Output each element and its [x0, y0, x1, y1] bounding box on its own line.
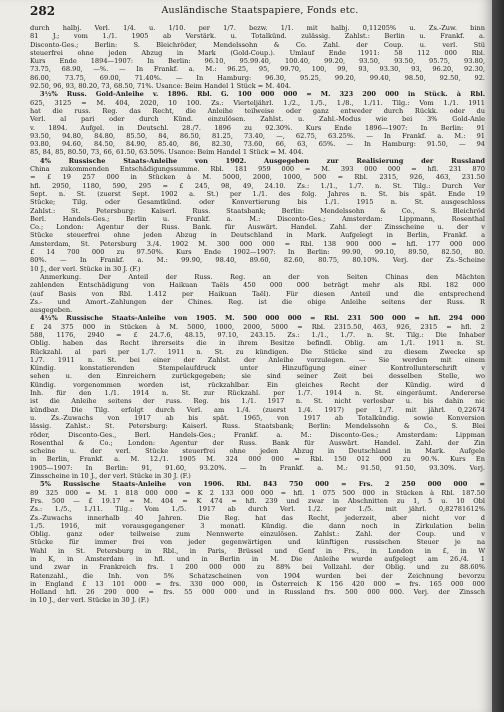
- text-line: Kündig. vorgenommen worden ist, rückzahlbar. Ein gleiches Recht der Kündig. wird d: [30, 380, 485, 389]
- text-line: 4% Russische Staats-Anleihe von 1902. Ausgegeben zur Realisierung der Russland: [40, 156, 485, 165]
- text-line: Sept. n. St. (zuerst Sept. 1902 a. St.) per 1./1. des folg. Jahres n. St. bis spät. Ende 19: [30, 189, 485, 198]
- text-line: kündbar. Die Tilg. erfolgt durch Verl. am 1./4. (zuerst 1./4. 1917) per 1./7. mit jährl. 0,22674: [30, 405, 485, 414]
- text-line: Oblig. ganz oder teilweise zum Nennwerte einzulösen. Zahlst.: Zahl. der Coup. und v: [30, 530, 485, 539]
- text-line: 89 325 000 = M. 1 818 000 000 = K 2 133 000 000 = hfl. 1 075 500 000 in Stücken à Rbl. 187.50: [30, 488, 485, 497]
- text-line: Zs.: 1./5., 1./11. Tilg.: Vom 1./5. 1917 ab durch Verl. 1./2. per 1./5. mit jährl. 0,82781612%: [30, 505, 485, 514]
- text-line: 3½% Russ. Gold-Anleihe v. 1896. Rbl. G. 100 000 000 = M. 323 200 000 in Stück. à Rbl.: [40, 90, 485, 99]
- text-line: u. Zs.-Zuwachs von 1917 ab bis spät. 1965, von 1917 ab Totalkündig. sowie Konversion: [30, 413, 485, 422]
- text-line: Berl. Handels-Ges.; Berlin u. Frankf. a. M.: Disconto-Ges.; Amsterdam: Lippmann, Rosenthal: [30, 214, 485, 223]
- text-line: China zukommenden Entschädigungssumme. Rbl. 181 959 000 = M. 393 000 000 = hfl. 231 870: [30, 165, 485, 174]
- text-line: 73.75, 68.90, —%. — In Frankf. a. M.: 96.25, 95, 99.70, 100, 99, 93, 93.30, 93, 96.20, 92.30,: [30, 65, 485, 74]
- text-line: hat die russ. Reg. das Recht, die Anleihe teilweise oder ganz entweder durch Rückk. oder du: [30, 106, 485, 115]
- text-line: ist die Anleihe seitens der russ. Reg. bis 1./1. 1917 n. St. nicht verlosbar u. bis dahin nic: [30, 397, 485, 406]
- text-line: in England £ 13 101 000 = frs. 330 000 000, in Österreich K 156 420 000 = frs. 165 000 000: [30, 579, 485, 588]
- text-line: sehen u. den Einreichern zurückgegeben; sie sind seiner Zeit bei desselben Stelle, wo: [30, 372, 485, 381]
- text-line: Holland hfl. 26 290 000 = frs. 55 000 000 und in Russland frs. 500 000 000. Verj. der Zinssch: [30, 588, 485, 597]
- text-line: in Berlin, Frankf. a. M. 12./1. 1905 M. 324 000 000 = Rbl. 150 012 000 zu 90.%. Kurs En: [30, 455, 485, 464]
- text-line: 81 J.; vom 1./1. 1905 ab Verstärk. u. Totalkünd. zulässig. Zahlst.: Berlin u. Frankf. a.: [30, 32, 485, 41]
- text-line: Zs.-Zuwachs innerhalb 40 Jahren. Die Reg. hat das Recht, jederzeit, aber nicht vor d: [30, 513, 485, 522]
- text-line: 10 J., der verl. Stücke in 30 J. (F.): [30, 264, 141, 273]
- text-line: Amsterdam, St. Petersburg 3./4. 1902 M. 300 000 000 = Rbl. 138 900 000 = hfl. 177 000 000: [30, 239, 485, 248]
- text-line: 625, 3125 = M. 404, 2020, 10 100. Zs.: Vierteljährl. 1./2., 1./5., 1./8., 1./11. Tilg.: Vom 1./1. 1911: [30, 98, 485, 107]
- text-line: in K, in Amsterdam in hfl. und in Berlin in M. Die Anleihe wurde aufgelegt am 26./4. 1: [30, 555, 485, 563]
- text-line: Verl. al pari oder durch Künd. einzulösen. Zahlst. u. Zahl.-Modus wie bei 3% Gold-Anle: [30, 115, 485, 124]
- text-line: 4½% Russische Staats-Anleihe von 1905. M. 500 000 000 = Rbl. 231 500 000 = hfl. 294 000: [40, 314, 485, 323]
- text-line: Wahl in St. Petersburg in Rbl., in Paris, Brüssel und Genf in Frs., in London in £, in W: [30, 546, 485, 555]
- text-line: 80%. — In Frankf. a. M.: 99.90, 98.40, 89.60, 82.60, 80.75, 80.10%. Verj. der Zs.-Scheine: [30, 256, 485, 265]
- text-line: Stücke für immer frei von jeder gegenwärtigen und künftigen russischen Steuer je na: [30, 538, 485, 547]
- text-line: röder, Disconto-Ges., Berl. Handels-Ges.; Frankf. a. M.: Disconto-Ges.; Amsterdam: Lippman: [30, 430, 485, 439]
- text-line: Kündig. konstatierenden Stempelaufdruck unter Hinzufügung einer Kontrollunterschrift v: [30, 364, 485, 373]
- text-line: = £ 19 257 000 in Stücken à M. 5000, 2000, 1000, 500 = Rbl. 2315, 926, 463, 231.50: [30, 173, 485, 182]
- text-line: 5% Russische Staats-Anleihe von 1906. Rbl. 843 750 000 = Frs. 2 250 000 000 =: [40, 480, 485, 489]
- text-line: 1./7. 1911 n. St. bei einer der Zahlst. der Anleihe vorzulegen. — Sie werden mit einem: [30, 355, 485, 364]
- text-line: 93.50, 94.80, 84.80, 85.50, 84, 86.50, 81.25, 73.40, —, 62.75, 63.25%. — In Frankf. a. M.: 91: [30, 131, 485, 140]
- text-line: Stücke; Tilg. oder Gesamtkünd. oder Konvertierung bis 1./1. 1915 n. St. ausgeschloss: [30, 198, 485, 207]
- page-header: [30, 4, 480, 20]
- text-line: hfl. 2950, 1180, 590, 295 = £ 245, 98, 49, 24.10. Zs.: 1./1., 1./7. n. St. Tilg.: Durch Ver: [30, 181, 485, 190]
- text-line: Rosenthal & Co.; London: Agentur der Russ. Bank für Auswärt. Handel. Zahl. der Zin: [30, 438, 485, 447]
- book-spine: [492, 0, 504, 712]
- text-line: Disconto-Ges.; Berlin: S. Bleichröder, Mendelssohn & Co. Zahl. der Coup. u. verl. Stü: [30, 40, 485, 49]
- text-line: Frs. 500 — £ 19.17 = M. 404 = K 474 = hfl. 239 und zwar in Abschnitten zu 1, 5 u. 10 Obl: [30, 496, 485, 505]
- text-line: Ratenzahl., die Inh. von 5% Schatzscheinen von 1904 wurden bei der Zeichnung bevorzu: [30, 571, 485, 580]
- text-line: und zwar in Frankreich frs. 1 200 000 000 zu 88% bei Vollzahl. der Oblig. und zu 88.60%: [30, 563, 485, 572]
- text-line: Zinsscheine in 10 J., der verl. Stücke in 30 J. (F.): [30, 472, 191, 481]
- text-line: 1./5. 1916, mit vorausgegangener 3 monatl. Kündig. die dann noch in Zirkulation belin: [30, 521, 485, 530]
- text-line: v. 1894. Aufgel. in Deutschl. 28./7. 1896 zu 92.30%. Kurs Ende 1896—1907: In Berlin: 91: [30, 123, 485, 132]
- text-line: 588, 1176, 2940 = £ 24.7.6, 48.15, 97.10, 243.15. Zs.: 1./1., 1./7. n. St. Tilg.: Die Inhaber: [30, 330, 485, 339]
- text-line: Stücke steuerfrei ohne jeden Abzug in Deutschland in Mark. Aufgelegt in Berlin, Frankf. a: [30, 231, 485, 240]
- text-line: 93.80, 94.60, 84.50, 84.90, 85.40, 86, 82.30, 73.60, 66, 63, 65%. — In Hamburg: 91.50, — 94: [30, 140, 485, 149]
- text-line: £ 14 700 000 zu 97.50%. Kurs Ende 1902—1907: In Berlin: 99.90, 99.10, 89.50, 82.50, 80.: [30, 248, 485, 257]
- text-line: scheine u. der verl. Stücke steuerfrei ohne jeden Abzug in Deutschland in Mark. Aufgele: [30, 447, 485, 456]
- text-line: Inh. für den 1./1. 1914 n. St. zur Rückzahl. per 1./7. 1914 n. St. eingeräumt. Andererse: [30, 389, 485, 398]
- text-line: Co.; London: Agentur der Russ. Bank. für Auswärt. Handel. Zahl. der Zinsscheine u. der v: [30, 223, 485, 232]
- text-line: 85, 84, 85, 80.50, 73, 66, 61.50, 63.50%. Usance: Beim Handel 1 Stück = M. 404.: [30, 148, 304, 157]
- text-line: zahlenden Entschädigung von Haikuan Taëls 450 000 000 beträgt mehr als Rbl. 182 000: [30, 281, 485, 290]
- text-line: lässig. Zahlst.: St. Petersburg: Kaiserl. Russ. Staatsbank; Berlin: Mendelssohn & Co., S. Blei: [30, 422, 485, 431]
- text-line: Rückzahl. al pari per 1./7. 1911 n. St. zu kündigen. Die Stücke sind zu diesem Zwecke sp: [30, 347, 485, 356]
- text-line: 86.00, 73.75, 69.00, 71.40%. — In Hamburg: 96.30, 95.25, 99.20, 99.40, 98.50, 92.50, 92.: [30, 73, 485, 82]
- text-line: Oblig. haben das Recht ihrerseits die in ihrem Besitze befindl. Oblig. am 1./1. 1911 n. St.: [30, 339, 485, 348]
- running-title: Ausländische Staatspapiere, Fonds etc.: [161, 5, 359, 16]
- text-line: Anmerkung. Der Anteil der Russ. Reg. an der von Seiten Chinas den Mächten: [40, 272, 485, 281]
- text-line: £ 24 375 000 in Stücken à M. 5000, 1000, 2000, 5000 = Rbl. 2315.50, 463, 926, 2315 = hfl. 2: [30, 322, 485, 331]
- text-line: (auf Basis von Rbl. 1.412 per Haikuan Taël). Für diesen Anteil und die entsprechend: [30, 289, 485, 298]
- body-text: [30, 24, 485, 605]
- text-line: ausgegeben.: [30, 306, 73, 315]
- text-line: durch halbj. Verl. 1/4. u. 1/10. per 1/7. bezw. 1/1. mit halbj. 0,11205% u. Zs.-Zuw. binn: [30, 24, 485, 32]
- text-line: Zs.- und Amort.-Zahlungen der Chines. Reg. ist die obige Anleihe seitens der Russ. R: [30, 297, 485, 306]
- text-line: 1905—1907: In Berlin: 91, 91.60, 93.20%. — In Frankf. a. M.: 91.50, 91.50, 93.30%. Verj.: [30, 463, 485, 472]
- page-number: 282: [30, 4, 56, 18]
- text-line: 92.50, 96, 93, 80.20, 73, 68.50, 71%. Usance: Beim Handel 1 Stück = M. 404.: [30, 82, 292, 91]
- text-line: Kurs Ende 1894—1907: In Berlin: 96.10, 95.99.40, 100.40, 99.20, 93.50, 93.50, 95.75, 93.80,: [30, 57, 485, 66]
- text-line: steuerfrei ohne jeden Abzug in Mark (Gold-Coup.). Umlauf Ende 1911: 58 112 000 Rbl.: [30, 48, 485, 57]
- text-line: in 10 J., der verl. Stücke in 30 J. (F.): [30, 596, 149, 605]
- text-line: Zahlst.: St. Petersburg: Kaiserl. Russ. Staatsbank; Berlin: Mendelssohn & Co., S. Bleichröd: [30, 206, 485, 215]
